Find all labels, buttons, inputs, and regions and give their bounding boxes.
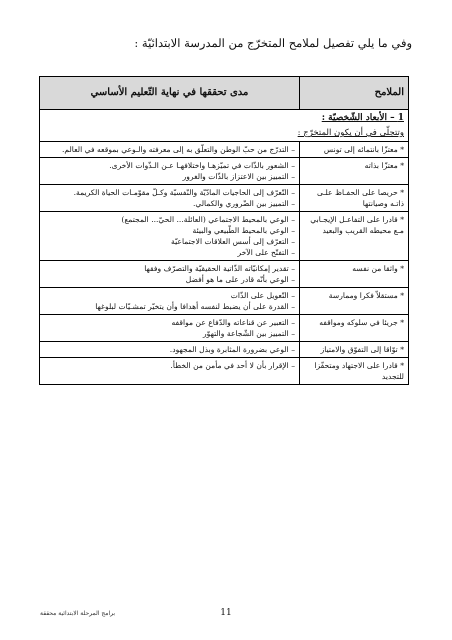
section-subtitle: وتتجلّى في أن يكون المتخرّج : — [297, 128, 404, 139]
table-row — [40, 342, 409, 358]
achievement-cell — [40, 288, 300, 315]
table-row — [40, 261, 409, 288]
table-row — [40, 212, 409, 261]
achievement-item: – التمييز بين الاعتزاز بالذّات والغرور — [182, 172, 295, 182]
footer-source: برامج المرحلة الابتدائية محققة — [40, 610, 116, 617]
intro-heading: وفي ما يلي تفصيل لملامح المتخرّج من المدرسة الابتدائيّة : — [134, 36, 412, 50]
achievement-item: – الوعي بضرورة المثابرة وبذل المجهود. — [169, 345, 295, 355]
achievement-item: – الإقرار بأن لا أحد في مأمن من الخطأ. — [170, 361, 295, 371]
achievement-item: – التمييز بين الشّجاعة والتهوّر — [202, 329, 295, 339]
achievement-item: – تقدير إمكانيّاته الذّاتية الحقيقيّة والتصرّف وفقها — [144, 264, 295, 274]
table-row — [40, 158, 409, 185]
feature-cell: * حريصا على الحفـاظ علـى ذاتـه وصيانتها — [300, 185, 409, 212]
section-row — [40, 110, 409, 142]
section-cell — [40, 110, 409, 142]
feature-cell: * معتزّا بذاته — [300, 158, 409, 185]
table-row — [40, 358, 409, 385]
feature-cell: * معتزّا بانتمائه إلى تونس — [300, 142, 409, 158]
achievement-item: – التعبير عن قناعاته والدّفاع عن مواقفه — [171, 318, 295, 328]
table-row — [40, 315, 409, 342]
achievement-cell — [40, 185, 300, 212]
header-feature: الملامح — [300, 77, 409, 110]
feature-cell: * واثقا من نفسه — [300, 261, 409, 288]
feature-cell: * قادرا على الاجتهاد ومتحفّزا للتجديد — [300, 358, 409, 385]
achievement-cell — [40, 158, 300, 185]
achievement-item: – التعرّف إلى أسس العلاقات الاجتماعيّة — [171, 237, 295, 247]
achievement-item: – الوعي بالمحيط الطّبيعي والبيئة — [192, 226, 295, 236]
achievement-cell — [40, 315, 300, 342]
achievement-item: – التّعويل على الذّات — [230, 291, 295, 301]
achievement-cell — [40, 342, 300, 358]
feature-cell: * قادرا على التفاعـل الإيجـابي مـع محيطه القريب والبعيد — [300, 212, 409, 261]
header-achievement: مدى تحققها في نهاية التّعليم الأساسي — [40, 77, 300, 110]
features-table — [39, 76, 409, 385]
achievement-item: – الوعي بأنّه قادر على ما هو أفضل — [185, 275, 295, 285]
table-row — [40, 142, 409, 158]
table-row — [40, 288, 409, 315]
table-header-row — [40, 77, 409, 110]
achievement-item: – القدرة على أن يضبط لنفسه أهدافا وأن يتخيّر تمشـيّات لبلوغها — [95, 302, 295, 312]
feature-cell: * مستقلاّ فكرا وممارسة — [300, 288, 409, 315]
page-number: 11 — [220, 608, 232, 618]
achievement-cell — [40, 261, 300, 288]
achievement-item: – التمييز بين الضّروري والكمالي. — [192, 199, 295, 209]
achievement-item: – الوعي بالمحيط الاجتماعي (العائلة... الحيّ... المجتمع) — [121, 215, 295, 225]
achievement-item: – التدرّج من حبّ الوطن والتعلّق به إلى معرفته والـوعي بموقعه في العالم. — [62, 145, 295, 155]
achievement-item: – الشعور بالذّات في تميّزهـا واختلافهـا عـن الـذّوات الأخرى. — [109, 161, 295, 171]
feature-cell: * جريئا في سلوكه ومواقفه — [300, 315, 409, 342]
achievement-cell — [40, 358, 300, 385]
achievement-cell — [40, 212, 300, 261]
table-row — [40, 185, 409, 212]
feature-cell: * توّاقا إلى التفوّق والامتياز — [300, 342, 409, 358]
achievement-item: – التّعرّف إلى الحاجيات المادّيّة والنّفسيّة وكـلّ مقوّمـات الحياة الكريمة. — [73, 188, 295, 198]
section-title: 1 – الأبعاد الشّخصيّة : — [321, 113, 404, 123]
achievement-cell — [40, 142, 300, 158]
achievement-item: – التفتّح على الآخر — [237, 248, 295, 258]
